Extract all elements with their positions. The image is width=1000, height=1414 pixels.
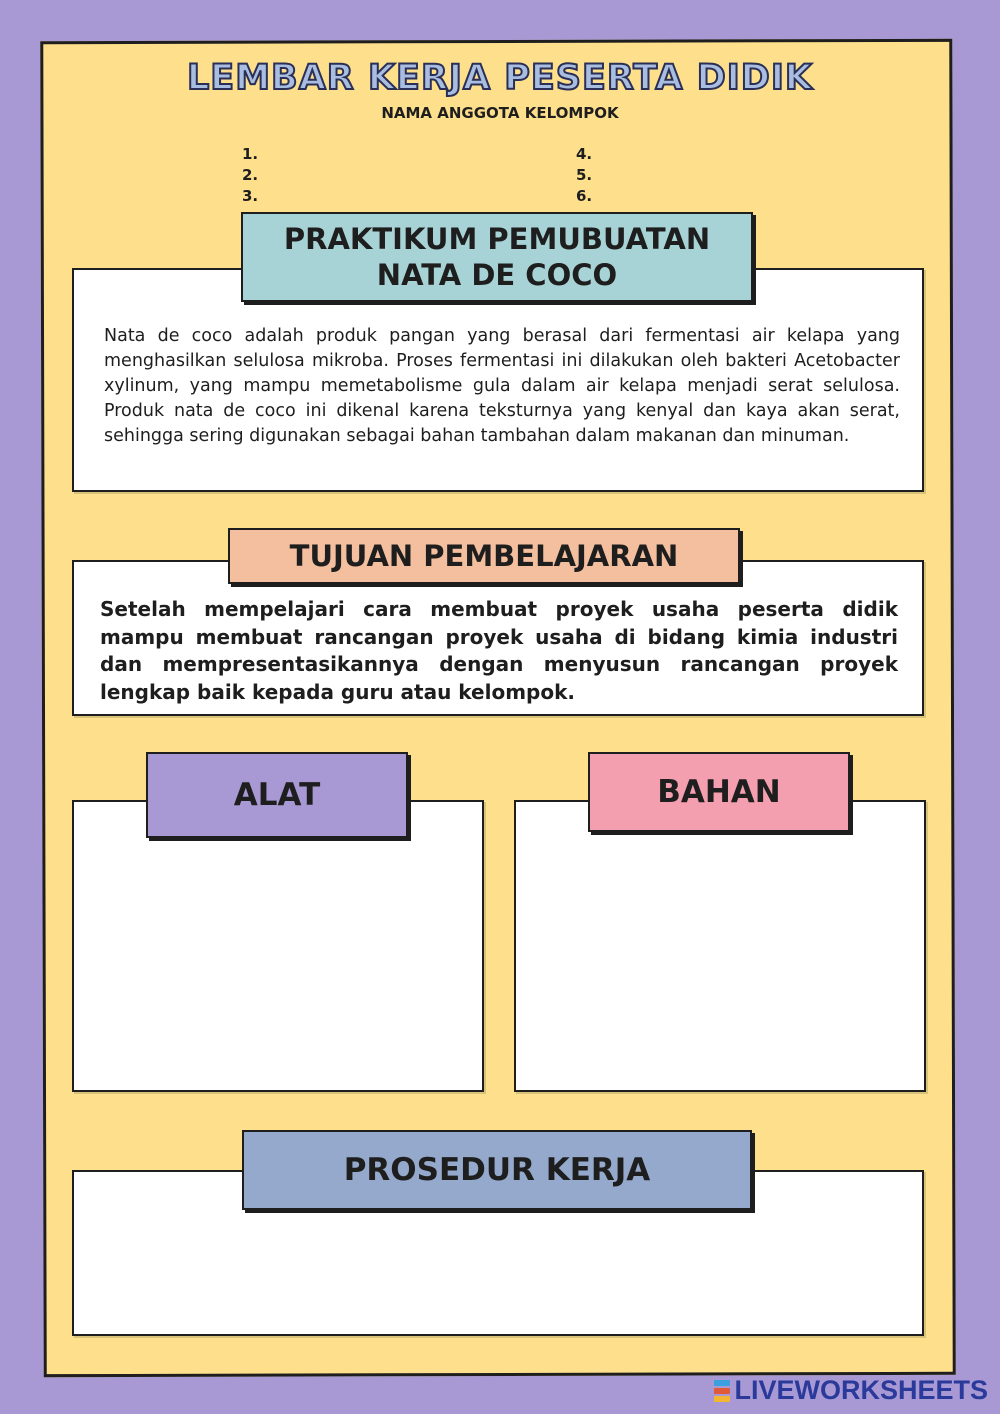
group-members-label: NAMA ANGGOTA KELOMPOK (381, 104, 619, 122)
worksheet-title: LEMBAR KERJA PESERTA DIDIK (187, 58, 813, 98)
tools-title-tag: ALAT (146, 752, 408, 838)
member-number: 1. (242, 145, 259, 163)
brand-text: LIVEWORKSHEETS (734, 1375, 988, 1405)
intro-title-tag (241, 212, 753, 302)
member-number: 5. (576, 166, 593, 184)
objectives-paragraph: Setelah mempelajari cara membuat proyek usaha peserta didik mampu membuat rancangan proyek usaha di bidang kimia industri dan mempresentasikannya dengan menyusun rancangan proyek lengkap baik kepada guru atau kelompok. (100, 597, 898, 704)
member-number: 2. (242, 166, 259, 184)
member-number: 3. (242, 187, 259, 205)
liveworksheets-logo (714, 1375, 988, 1406)
objectives-title-tag: TUJUAN PEMBELAJARAN (228, 528, 740, 584)
materials-title-tag: BAHAN (588, 752, 850, 832)
member-number: 6. (576, 187, 593, 205)
materials-answer-box[interactable] (514, 800, 926, 1092)
procedure-title-tag: PROSEDUR KERJA (242, 1130, 752, 1210)
intro-title-line1: PRAKTIKUM PEMUBUATAN (283, 222, 711, 256)
members-list-left (242, 144, 258, 207)
member-number: 4. (576, 145, 593, 163)
intro-title-line2: NATA DE COCO (376, 258, 618, 292)
members-list-right (576, 144, 592, 207)
tools-answer-box[interactable] (72, 800, 484, 1092)
intro-paragraph: Nata de coco adalah produk pangan yang berasal dari fermentasi air kelapa yang menghasilkan selulosa mikroba. Proses fermentasi ini dilakukan oleh bakteri Acetobacter xylinum, yang mampu memetabolisme gula dalam air kelapa menjadi serat selulosa. Produk nata de coco ini dikenal karena teksturnya yang kenyal dan kaya akan serat, sehingga sering digunakan sebagai bahan tambahan dalam makanan dan minuman. (104, 326, 900, 446)
liveworksheets-icon (714, 1379, 730, 1403)
